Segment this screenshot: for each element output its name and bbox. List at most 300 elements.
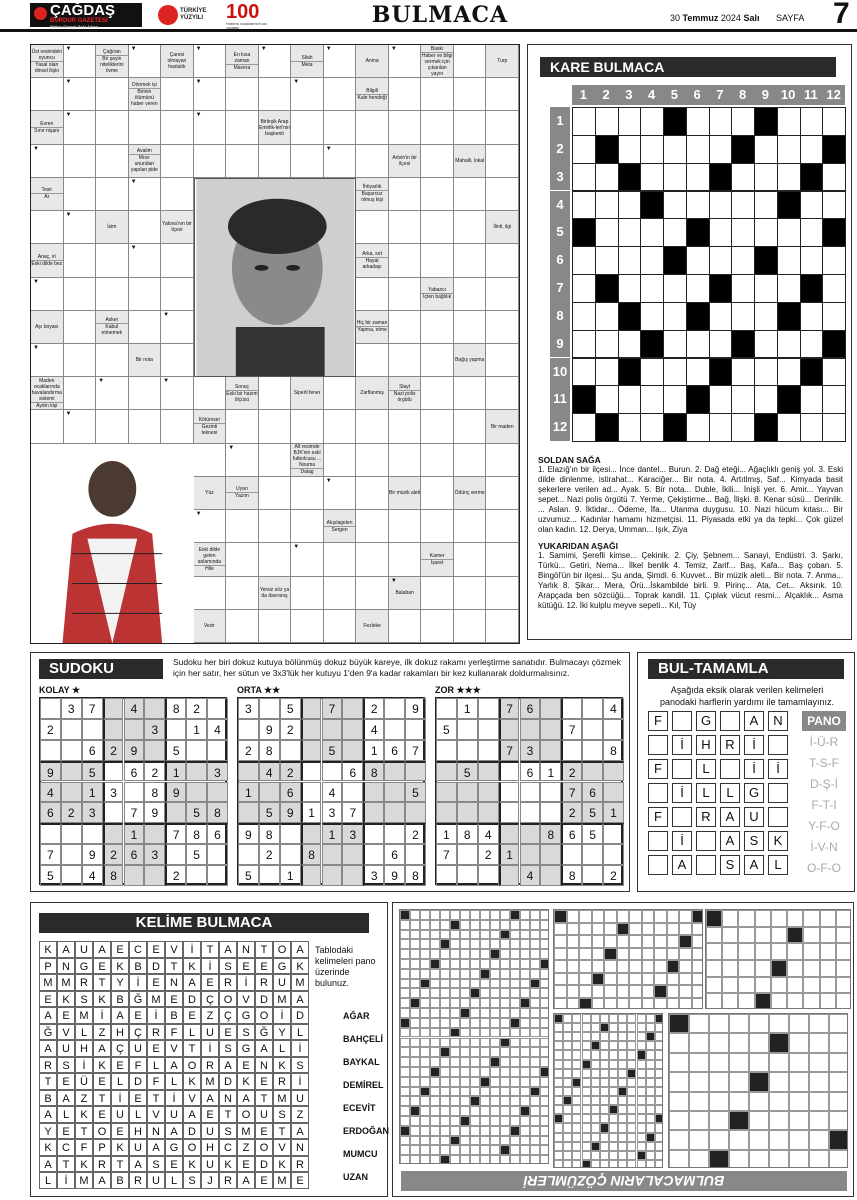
sudoku-cell[interactable] <box>582 740 603 761</box>
kare-cell[interactable] <box>572 246 596 275</box>
word-search-letter[interactable]: U <box>75 941 93 958</box>
crossword-cell[interactable] <box>486 377 519 410</box>
crossword-cell[interactable] <box>291 477 324 510</box>
word-search-letter[interactable]: N <box>291 1139 309 1156</box>
sudoku-cell[interactable] <box>124 865 145 886</box>
sudoku-cell[interactable] <box>457 844 478 865</box>
word-search-letter[interactable]: M <box>39 974 57 991</box>
word-search-letter[interactable]: K <box>111 958 129 975</box>
crossword-cell[interactable] <box>259 145 292 178</box>
bul-tamamla-cell[interactable] <box>720 711 740 731</box>
kare-cell[interactable] <box>822 246 846 275</box>
kare-cell[interactable] <box>663 330 687 359</box>
sudoku-cell[interactable] <box>478 865 499 886</box>
crossword-cell[interactable] <box>96 178 129 211</box>
word-search-letter[interactable]: T <box>255 1090 273 1107</box>
word-search-letter[interactable]: İ <box>93 1007 111 1024</box>
sudoku-cell[interactable] <box>436 698 457 719</box>
sudoku-cell[interactable] <box>207 865 228 886</box>
crossword-cell[interactable] <box>486 577 519 610</box>
crossword-cell[interactable] <box>324 610 357 643</box>
sudoku-cell[interactable] <box>207 698 228 719</box>
word-search-letter[interactable]: U <box>129 1139 147 1156</box>
sudoku-cell[interactable] <box>103 823 124 844</box>
word-search-letter[interactable]: E <box>183 1007 201 1024</box>
sudoku-cell[interactable] <box>82 823 103 844</box>
word-search-letter[interactable]: L <box>291 1024 309 1041</box>
word-search-letter[interactable]: K <box>183 958 201 975</box>
word-search-letter[interactable]: A <box>201 1090 219 1107</box>
word-search-letter[interactable]: T <box>255 941 273 958</box>
word-search-letter[interactable]: N <box>237 941 255 958</box>
kare-cell[interactable] <box>822 385 846 414</box>
crossword-cell[interactable] <box>421 145 454 178</box>
kare-cell[interactable] <box>640 218 664 247</box>
crossword-cell[interactable] <box>161 145 194 178</box>
kare-cell[interactable] <box>618 413 642 442</box>
word-search-letter[interactable]: Z <box>93 1024 111 1041</box>
crossword-cell[interactable] <box>486 610 519 643</box>
kare-cell[interactable] <box>777 246 801 275</box>
kare-cell[interactable] <box>663 302 687 331</box>
word-search-letter[interactable]: E <box>255 1172 273 1189</box>
crossword-cell[interactable] <box>129 278 162 311</box>
sudoku-cell[interactable] <box>540 865 561 886</box>
word-search-letter[interactable]: İ <box>165 1090 183 1107</box>
word-search-letter[interactable]: E <box>255 1123 273 1140</box>
crossword-cell[interactable] <box>486 311 519 344</box>
crossword-cell[interactable] <box>161 111 194 144</box>
sudoku-cell[interactable] <box>478 698 499 719</box>
bul-tamamla-cell[interactable] <box>768 807 788 827</box>
crossword-cell[interactable] <box>421 211 454 244</box>
sudoku-cell[interactable] <box>499 802 520 823</box>
word-search-letter[interactable]: V <box>273 1139 291 1156</box>
kare-cell[interactable] <box>709 385 733 414</box>
word-search-letter[interactable]: İ <box>129 974 147 991</box>
sudoku-cell[interactable] <box>301 823 322 844</box>
word-search-letter[interactable]: E <box>147 1040 165 1057</box>
word-search-letter[interactable]: A <box>39 1040 57 1057</box>
kare-cell[interactable] <box>822 274 846 303</box>
kare-cell[interactable] <box>709 413 733 442</box>
sudoku-cell[interactable] <box>478 802 499 823</box>
word-search-letter[interactable]: R <box>291 1156 309 1173</box>
crossword-cell[interactable] <box>454 610 487 643</box>
word-search-letter[interactable]: U <box>201 1123 219 1140</box>
sudoku-cell[interactable] <box>165 719 186 740</box>
crossword-cell[interactable] <box>226 78 259 111</box>
crossword-cell[interactable] <box>454 111 487 144</box>
word-search-letter[interactable]: O <box>237 1106 255 1123</box>
kare-cell[interactable] <box>822 358 846 387</box>
word-search-letter[interactable]: A <box>57 1090 75 1107</box>
word-search-letter[interactable]: K <box>39 941 57 958</box>
sudoku-cell[interactable] <box>582 844 603 865</box>
crossword-cell[interactable] <box>486 444 519 477</box>
sudoku-cell[interactable] <box>436 761 457 782</box>
sudoku-cell[interactable] <box>540 719 561 740</box>
crossword-cell[interactable] <box>96 78 129 111</box>
crossword-cell[interactable] <box>389 311 422 344</box>
kare-cell[interactable] <box>572 302 596 331</box>
word-search-letter[interactable]: O <box>183 1139 201 1156</box>
crossword-cell[interactable] <box>161 178 194 211</box>
word-search-letter[interactable]: A <box>183 1106 201 1123</box>
crossword-cell[interactable] <box>454 311 487 344</box>
word-search-letter[interactable]: K <box>93 1057 111 1074</box>
crossword-cell[interactable] <box>64 244 97 277</box>
sudoku-cell[interactable] <box>186 865 207 886</box>
sudoku-cell[interactable] <box>238 844 259 865</box>
word-search-letter[interactable]: S <box>75 991 93 1008</box>
crossword-cell[interactable] <box>421 410 454 443</box>
word-search-letter[interactable]: A <box>237 1090 255 1107</box>
word-search-letter[interactable]: D <box>219 1073 237 1090</box>
kare-cell[interactable] <box>572 163 596 192</box>
crossword-cell[interactable] <box>31 211 64 244</box>
crossword-cell[interactable] <box>389 444 422 477</box>
crossword-cell[interactable] <box>421 377 454 410</box>
sudoku-cell[interactable] <box>207 740 228 761</box>
crossword-cell[interactable] <box>356 111 389 144</box>
kare-cell[interactable] <box>800 191 824 220</box>
kare-cell[interactable] <box>686 107 710 136</box>
word-search-letter[interactable]: D <box>183 1123 201 1140</box>
crossword-cell[interactable] <box>454 78 487 111</box>
word-search-letter[interactable]: G <box>75 958 93 975</box>
word-search-letter[interactable]: S <box>273 1106 291 1123</box>
kare-cell[interactable] <box>640 274 664 303</box>
sudoku-cell[interactable] <box>40 823 61 844</box>
crossword-cell[interactable] <box>454 178 487 211</box>
kare-cell[interactable] <box>640 246 664 275</box>
word-search-letter[interactable]: D <box>255 1156 273 1173</box>
crossword-cell[interactable] <box>226 610 259 643</box>
word-search-letter[interactable]: U <box>273 974 291 991</box>
crossword-cell[interactable] <box>454 510 487 543</box>
word-search-letter[interactable]: A <box>39 1156 57 1173</box>
word-search-letter[interactable]: R <box>39 1057 57 1074</box>
kare-cell[interactable] <box>618 191 642 220</box>
kare-cell[interactable] <box>709 330 733 359</box>
word-search-letter[interactable]: V <box>57 1024 75 1041</box>
word-search-letter[interactable]: R <box>219 1172 237 1189</box>
word-search-letter[interactable]: K <box>291 958 309 975</box>
word-search-letter[interactable]: Ğ <box>255 1024 273 1041</box>
kare-cell[interactable] <box>663 218 687 247</box>
sudoku-cell[interactable] <box>405 844 426 865</box>
bul-tamamla-cell[interactable] <box>768 735 788 755</box>
word-search-letter[interactable]: B <box>111 1172 129 1189</box>
sudoku-cell[interactable] <box>436 802 457 823</box>
sudoku-cell[interactable] <box>405 802 426 823</box>
word-search-letter[interactable]: A <box>39 1106 57 1123</box>
kare-cell[interactable] <box>777 218 801 247</box>
word-search-letter[interactable]: U <box>291 1090 309 1107</box>
crossword-cell[interactable] <box>291 145 324 178</box>
word-search-letter[interactable]: E <box>255 958 273 975</box>
word-search-letter[interactable]: A <box>219 1057 237 1074</box>
crossword-cell[interactable] <box>129 211 162 244</box>
word-search-letter[interactable]: U <box>111 1106 129 1123</box>
crossword-cell[interactable] <box>259 410 292 443</box>
word-search-letter[interactable]: A <box>183 974 201 991</box>
bul-tamamla-cell[interactable] <box>768 783 788 803</box>
word-search-letter[interactable]: E <box>201 1106 219 1123</box>
sudoku-cell[interactable] <box>322 719 343 740</box>
word-search-letter[interactable]: İ <box>183 941 201 958</box>
word-search-letter[interactable]: E <box>219 1024 237 1041</box>
kare-cell[interactable] <box>777 330 801 359</box>
word-search-letter[interactable]: Z <box>291 1106 309 1123</box>
word-search-letter[interactable]: R <box>75 974 93 991</box>
word-search-letter[interactable]: E <box>237 1057 255 1074</box>
kare-cell[interactable] <box>640 358 664 387</box>
kare-cell[interactable] <box>663 191 687 220</box>
word-search-letter[interactable]: E <box>165 1156 183 1173</box>
kare-cell[interactable] <box>731 107 755 136</box>
crossword-cell[interactable] <box>486 543 519 576</box>
word-search-letter[interactable]: O <box>93 1123 111 1140</box>
crossword-cell[interactable] <box>324 410 357 443</box>
kare-cell[interactable] <box>800 413 824 442</box>
crossword-cell[interactable] <box>356 477 389 510</box>
kare-cell[interactable] <box>777 358 801 387</box>
word-search-letter[interactable]: B <box>111 991 129 1008</box>
word-search-letter[interactable]: K <box>75 1156 93 1173</box>
word-search-letter[interactable]: F <box>147 1073 165 1090</box>
word-search-letter[interactable]: Ç <box>111 1040 129 1057</box>
kare-cell[interactable] <box>754 191 778 220</box>
kare-cell[interactable] <box>640 135 664 164</box>
crossword-cell[interactable] <box>454 577 487 610</box>
sudoku-cell[interactable] <box>363 844 384 865</box>
crossword-cell[interactable] <box>356 410 389 443</box>
sudoku-cell[interactable] <box>603 844 624 865</box>
sudoku-cell[interactable] <box>457 719 478 740</box>
crossword-cell[interactable] <box>324 377 357 410</box>
crossword-cell[interactable] <box>161 344 194 377</box>
sudoku-cell[interactable] <box>103 761 124 782</box>
sudoku-cell[interactable] <box>384 761 405 782</box>
sudoku-cell[interactable] <box>561 844 582 865</box>
word-search-letter[interactable]: V <box>183 1090 201 1107</box>
sudoku-cell[interactable] <box>603 782 624 803</box>
word-search-letter[interactable]: L <box>39 1172 57 1189</box>
sudoku-cell[interactable] <box>61 719 82 740</box>
sudoku-cell[interactable] <box>457 865 478 886</box>
word-search-letter[interactable]: O <box>255 1139 273 1156</box>
word-search-letter[interactable]: O <box>183 1057 201 1074</box>
word-search-letter[interactable]: G <box>273 958 291 975</box>
word-search-letter[interactable]: U <box>129 1040 147 1057</box>
crossword-cell[interactable] <box>454 278 487 311</box>
bul-tamamla-cell[interactable] <box>672 711 692 731</box>
word-search-letter[interactable]: U <box>165 1106 183 1123</box>
word-search-letter[interactable]: U <box>57 1040 75 1057</box>
sudoku-cell[interactable] <box>520 719 541 740</box>
sudoku-cell[interactable] <box>540 740 561 761</box>
crossword-cell[interactable] <box>421 577 454 610</box>
word-search-letter[interactable]: E <box>57 1073 75 1090</box>
crossword-cell[interactable] <box>129 377 162 410</box>
kare-cell[interactable] <box>618 135 642 164</box>
kare-cell[interactable] <box>800 107 824 136</box>
crossword-cell[interactable] <box>64 278 97 311</box>
sudoku-cell[interactable] <box>61 823 82 844</box>
crossword-cell[interactable] <box>64 311 97 344</box>
word-search-letter[interactable]: G <box>237 1007 255 1024</box>
crossword-cell[interactable] <box>486 477 519 510</box>
word-search-letter[interactable]: A <box>219 941 237 958</box>
word-search-letter[interactable]: Y <box>273 1024 291 1041</box>
word-search-letter[interactable]: K <box>111 1139 129 1156</box>
crossword-cell[interactable] <box>259 477 292 510</box>
crossword-cell[interactable] <box>389 244 422 277</box>
sudoku-cell[interactable] <box>363 782 384 803</box>
word-search-letter[interactable]: E <box>147 974 165 991</box>
sudoku-cell[interactable] <box>186 761 207 782</box>
word-search-letter[interactable]: R <box>201 1057 219 1074</box>
word-search-letter[interactable]: J <box>201 1172 219 1189</box>
crossword-cell[interactable] <box>356 444 389 477</box>
word-search-letter[interactable]: R <box>93 1156 111 1173</box>
crossword-cell[interactable] <box>486 244 519 277</box>
kare-cell[interactable] <box>640 385 664 414</box>
word-search-letter[interactable]: E <box>111 941 129 958</box>
crossword-cell[interactable] <box>389 78 422 111</box>
kare-cell[interactable] <box>731 385 755 414</box>
word-search-letter[interactable]: V <box>237 991 255 1008</box>
crossword-cell[interactable] <box>226 577 259 610</box>
word-search-letter[interactable]: D <box>147 958 165 975</box>
sudoku-cell[interactable] <box>478 740 499 761</box>
word-search-letter[interactable]: T <box>75 1123 93 1140</box>
kare-cell[interactable] <box>686 163 710 192</box>
kare-cell[interactable] <box>800 218 824 247</box>
sudoku-cell[interactable] <box>186 782 207 803</box>
crossword-cell[interactable] <box>161 244 194 277</box>
crossword-cell[interactable] <box>454 244 487 277</box>
word-search-letter[interactable]: U <box>147 1172 165 1189</box>
word-search-letter[interactable]: M <box>75 1172 93 1189</box>
kare-cell[interactable] <box>595 163 619 192</box>
crossword-cell[interactable] <box>356 278 389 311</box>
crossword-cell[interactable] <box>421 444 454 477</box>
sudoku-cell[interactable] <box>384 823 405 844</box>
kare-cell[interactable] <box>754 135 778 164</box>
kare-cell[interactable] <box>709 107 733 136</box>
sudoku-cell[interactable] <box>322 761 343 782</box>
crossword-cell[interactable] <box>454 543 487 576</box>
word-search-letter[interactable]: N <box>147 1123 165 1140</box>
kare-cell[interactable] <box>822 107 846 136</box>
kare-cell[interactable] <box>686 135 710 164</box>
sudoku-cell[interactable] <box>207 782 228 803</box>
kare-cell[interactable] <box>822 163 846 192</box>
kare-cell[interactable] <box>800 302 824 331</box>
word-search-letter[interactable]: A <box>237 1172 255 1189</box>
word-search-letter[interactable]: E <box>93 1073 111 1090</box>
kare-cell[interactable] <box>618 330 642 359</box>
sudoku-cell[interactable] <box>280 844 301 865</box>
word-search-letter[interactable]: T <box>93 974 111 991</box>
crossword-cell[interactable] <box>454 45 487 78</box>
crossword-cell[interactable] <box>64 178 97 211</box>
word-search-letter[interactable]: O <box>219 991 237 1008</box>
word-search-letter[interactable]: E <box>237 958 255 975</box>
word-search-letter[interactable]: C <box>129 941 147 958</box>
sudoku-cell[interactable] <box>603 823 624 844</box>
sudoku-cell[interactable] <box>301 740 322 761</box>
word-search-letter[interactable]: U <box>201 1156 219 1173</box>
sudoku-cell[interactable] <box>499 761 520 782</box>
kare-cell[interactable] <box>572 135 596 164</box>
word-search-letter[interactable]: O <box>255 1007 273 1024</box>
bul-tamamla-cell[interactable] <box>648 855 668 875</box>
word-search-letter[interactable]: S <box>219 1040 237 1057</box>
bul-tamamla-cell[interactable] <box>648 831 668 851</box>
crossword-cell[interactable] <box>421 111 454 144</box>
kare-cell[interactable] <box>686 330 710 359</box>
kare-cell[interactable] <box>686 246 710 275</box>
word-search-letter[interactable]: A <box>93 1172 111 1189</box>
kare-cell[interactable] <box>709 135 733 164</box>
crossword-cell[interactable] <box>454 410 487 443</box>
crossword-cell[interactable] <box>324 111 357 144</box>
crossword-cell[interactable] <box>486 111 519 144</box>
word-search-letter[interactable]: K <box>93 991 111 1008</box>
bul-tamamla-cell[interactable] <box>720 759 740 779</box>
kare-cell[interactable] <box>822 302 846 331</box>
sudoku-cell[interactable] <box>499 719 520 740</box>
sudoku-cell[interactable] <box>405 719 426 740</box>
word-search-letter[interactable]: L <box>57 1106 75 1123</box>
crossword-cell[interactable] <box>421 244 454 277</box>
sudoku-cell[interactable] <box>520 782 541 803</box>
bul-tamamla-cell[interactable] <box>672 807 692 827</box>
sudoku-cell[interactable] <box>384 698 405 719</box>
word-search-letter[interactable]: U <box>255 1106 273 1123</box>
sudoku-cell[interactable] <box>561 740 582 761</box>
word-search-letter[interactable]: A <box>291 941 309 958</box>
word-search-letter[interactable]: A <box>39 1007 57 1024</box>
word-search-letter[interactable]: E <box>111 1123 129 1140</box>
crossword-cell[interactable] <box>259 510 292 543</box>
word-search-letter[interactable]: V <box>147 1106 165 1123</box>
word-search-letter[interactable]: M <box>273 1172 291 1189</box>
word-search-letter[interactable]: A <box>165 1057 183 1074</box>
crossword-cell[interactable] <box>486 344 519 377</box>
crossword-cell[interactable] <box>486 178 519 211</box>
crossword-cell[interactable] <box>454 377 487 410</box>
crossword-cell[interactable] <box>324 444 357 477</box>
kare-cell[interactable] <box>663 163 687 192</box>
sudoku-cell[interactable] <box>61 761 82 782</box>
sudoku-cell[interactable] <box>582 719 603 740</box>
word-search-letter[interactable]: G <box>165 1139 183 1156</box>
word-search-letter[interactable]: S <box>219 958 237 975</box>
kare-cell[interactable] <box>663 358 687 387</box>
crossword-cell[interactable] <box>291 610 324 643</box>
word-search-letter[interactable]: A <box>93 1040 111 1057</box>
kare-cell[interactable] <box>754 274 778 303</box>
kare-cell[interactable] <box>686 358 710 387</box>
kare-cell[interactable] <box>686 191 710 220</box>
crossword-cell[interactable] <box>96 410 129 443</box>
crossword-cell[interactable] <box>96 278 129 311</box>
